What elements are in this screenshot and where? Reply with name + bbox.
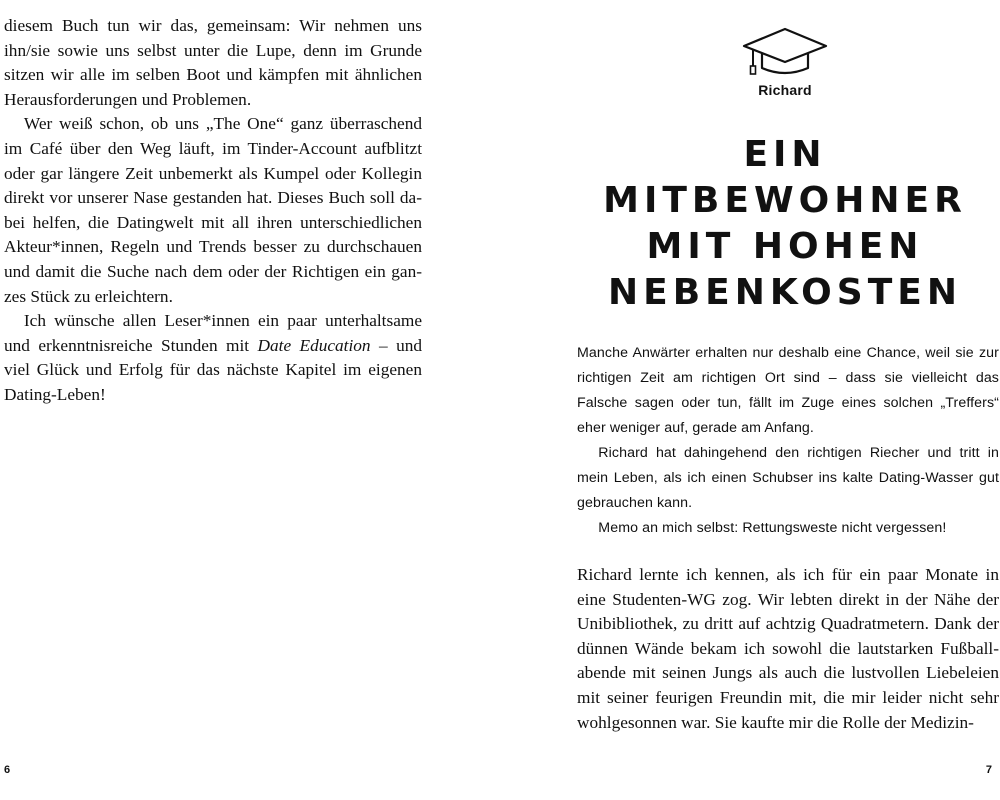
intro-paragraph: Richard hat dahingehend den richtigen Riecher und tritt in mein Leben, als ich einen Schubser ins kalte Dating-Wasser gut gebrauchen kann.: [577, 445, 999, 511]
chapter-title-line: NEBENKOSTEN: [608, 272, 962, 313]
book-title: Date Education: [257, 335, 371, 355]
left-page-text: [4, 14, 422, 408]
graduation-cap-icon: [740, 26, 830, 78]
closing-text-end: – und viel Glück und Erfolg für das nächste Kapitel im eigenen Dating-Leben!: [4, 335, 422, 404]
intro-paragraph: Memo an mich selbst: Rettungsweste nicht vergessen!: [598, 520, 947, 536]
chapter-intro: [577, 341, 999, 541]
chapter-body: [577, 563, 999, 735]
page-number: 7: [985, 764, 992, 776]
chapter-title: [560, 132, 1000, 316]
closing-paragraph: [4, 309, 422, 407]
paragraph: diesem Buch tun wir das, gemeinsam: Wir nehmen uns ihn/sie sowie uns selbst unter die Lupe, denn im Grunde sitzen wir alle im selben Boot und kämpfen mit ähnlichen Herausforderungen und Problemen.: [4, 16, 422, 109]
paragraph: Richard lernte ich kennen, als ich für ein paar Monate in eine Studenten-WG zog. Wir lebten direkt in der Nähe der Unibibliothek, zu dritt auf achtzig Quadratmetern. Dank der dünnen Wände bekam ich sowohl die lautstarken Fußballabende mit seinen Jungs als auch die lustvollen Liebeleien mit seiner feurigen Freundin mit, die mir leider nicht sehr wohlgesonnen war. Sie kaufte mir die Rolle der Medizin-: [577, 565, 999, 732]
page-number: 6: [4, 764, 11, 776]
intro-paragraph: Manche Anwärter erhalten nur deshalb eine Chance, weil sie zur richtigen Zeit am richtigen Ort sind – dass sie vielleicht das Falsche sagen oder tun, fällt im Zuge eines solchen „Treffers“ eher weniger auf, gerade am Anfang.: [577, 345, 999, 436]
paragraph: Wer weiß schon, ob uns „The One“ ganz überraschend im Café über den Weg läuft, im Tinder-Account aufblitzt oder gar längere Zeit unbemerkt als Kumpel oder Kollegin direkt vor unserer Nase gestanden hat. Dieses Buch soll dabei helfen, die Datingwelt mit all ihren unterschiedlichen Akteur*innen, Regeln und Trends besser zu durchschauen und damit die Suche nach dem oder der Richtigen ein ganzes Stück zu erleichtern.: [4, 114, 422, 306]
chapter-title-line: EIN MITBEWOHNER: [603, 134, 967, 221]
person-name: Richard: [758, 82, 812, 98]
right-page: [560, 0, 1000, 800]
closing-text-start: Ich wünsche allen Leser*innen ein paar unterhaltsame und erkenntnisreiche Stunden mit: [4, 311, 422, 355]
left-page: [0, 0, 440, 800]
chapter-title-line: MIT HOHEN: [646, 226, 924, 267]
